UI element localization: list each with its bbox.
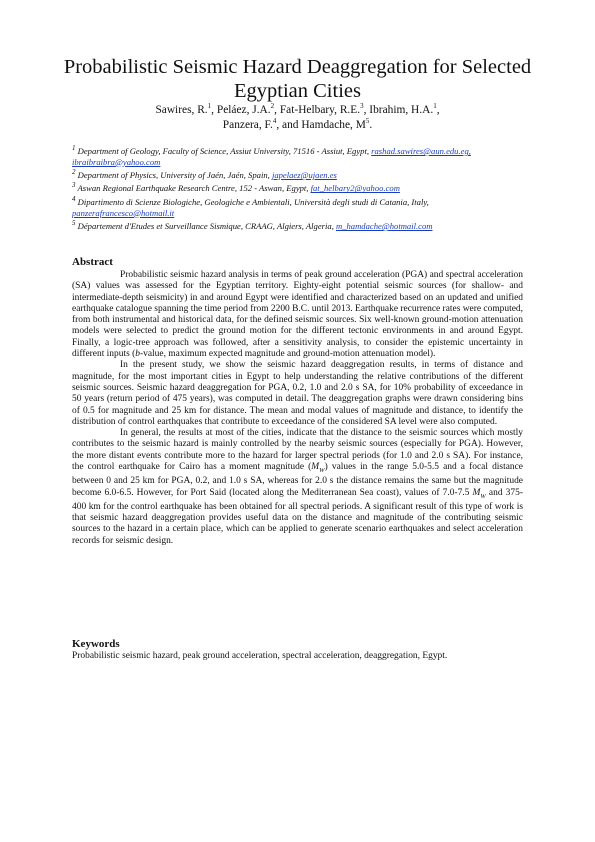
mw-subscript: W [480, 492, 486, 500]
abstract-heading: Abstract [72, 256, 113, 268]
affiliation-item [72, 197, 523, 218]
email-link[interactable]: panzerafrancesco@hotmail.it [72, 207, 175, 218]
affiliation-number: 3 [72, 181, 76, 190]
author-name: Hamdache, M [301, 118, 366, 131]
author-affil-number: 1 [433, 102, 437, 111]
author-separator: , [274, 104, 280, 116]
author-line-1 [60, 103, 535, 118]
abstract-body [72, 270, 523, 547]
author-name: Panzera, F. [222, 118, 273, 131]
mw-subscript: W [319, 466, 325, 474]
author-name: Sawires, R. [155, 104, 208, 116]
author-separator: , [211, 104, 217, 116]
author-affil-number: 2 [270, 102, 275, 111]
affiliation-item [72, 183, 523, 194]
abstract-paragraph: In the present study, we show the seismic hazard deaggregation results, in terms of distance and magnitude, for the most important cities in Egypt to help understanding the relative contributions of the different seismic sources. Seismic hazard deaggregation for PGA, 0.2, 1.0 and 2.0 s SA, for 10% probability of exceedance in 50 years (return period of 475 years), was computed in detail. The deaggregation graphs were drawn considering bins of 0.5 for magnitude and 25 km for distance. The mean and modal values of magnitude and distance, to identify the distribution of control earthquakes that contribute to exceedance of the considered SA level were also computed. [72, 360, 523, 427]
author-affil-number: 3 [360, 102, 364, 111]
affiliation-text: Department of Physics, University of Jaén, Jaén, Spain, [77, 170, 270, 181]
affiliation-item [72, 146, 523, 167]
author-line-2 [60, 118, 535, 133]
keywords-text: Probabilistic seismic hazard, peak ground acceleration, spectral acceleration, deaggregation, Egypt. [72, 651, 448, 661]
keywords-heading: Keywords [72, 638, 120, 650]
affiliation-text: Aswan Regional Earthquake Research Centre, 152 - Aswan, Egypt, [77, 183, 309, 194]
affiliation-number: 5 [72, 219, 76, 228]
abstract-text: ) values in the range 5.0-5.5 and a focal distance between 0 and 25 km for PGA, 0.2, and 1.0 s SA, whereas for 2.0 s the distance remains the same but the magnitude become 6.0-6.5. However, for Port Said (located along the Mediterranean Sea coast), values of 7.0-7.5 [72, 462, 523, 498]
abstract-paragraph [72, 270, 523, 360]
author-name: Peláez, J.A. [216, 104, 271, 116]
abstract-text: and 375-400 km for the control earthquake has been obtained for all spectral periods. A significant result of this type of work is that seismic hazard deaggregation provides useful data on the distance and magnitude of the contributing seismic sources to the hazard in a certain place, which can be applied to generate scenario earthquakes and select acceleration records for seismic design. [72, 487, 523, 546]
author-affil-number: 4 [272, 116, 277, 125]
email-link[interactable]: m_hamdache@hotmail.com [336, 220, 433, 231]
paper-title: Probabilistic Seismic Hazard Deaggregation for Selected Egyptian Cities [63, 56, 532, 102]
moment-magnitude-symbol [473, 488, 486, 498]
mw-letter: M [311, 462, 320, 473]
affiliation-text: Department of Geology, Faculty of Science, Assiut University, 71516 - Assiut, Egypt, [77, 146, 369, 156]
affiliation-item [72, 221, 523, 232]
affiliation-item [72, 170, 523, 181]
affiliation-number: 2 [72, 168, 76, 177]
author-separator: , [363, 104, 370, 116]
author-name: Fat-Helbary, R.E. [279, 104, 361, 116]
affiliation-number: 4 [72, 195, 76, 204]
author-separator: . [369, 118, 373, 131]
italic-b: b [135, 349, 140, 360]
affiliation-list [72, 146, 523, 234]
author-list [60, 103, 535, 132]
email-link[interactable]: rashad.sawires@aun.edu.eg, ibraibraibra@yahoo.com [72, 146, 471, 167]
affiliation-text: Dipartimento di Scienze Biologiche, Geologiche e Ambientali, Università degli studi di Catania, Italy, [77, 196, 429, 207]
abstract-text: -value, maximum expected magnitude and ground-motion attenuation model). [139, 349, 436, 360]
author-separator: , and [276, 118, 302, 131]
email-link[interactable]: fat_helbary2@yahoo.com [310, 183, 400, 194]
mw-letter: M [472, 487, 481, 498]
affiliation-text: Département d'Etudes et Surveillance Sismique, CRAAG, Algiers, Algeria, [77, 220, 334, 231]
author-separator: , [436, 104, 440, 116]
abstract-text: In general, the results at most of the cities, indicate that the distance to the seismic sources which mostly contributes to the seismic hazard is mainly controlled by the nearby seismic sources (especially for PGA). However, the more distant events contribute more to the hazard for larger spectral periods (for 1.0 and 2.0 s SA). For instance, the control earthquake for Cairo has a moment magnitude ( [72, 428, 523, 473]
abstract-text: Probabilistic seismic hazard analysis in terms of peak ground acceleration (PGA) and spectral acceleration (SA) values was assessed for the Egyptian territory. Eighty-eight potential seismic sources (for shallow- and intermediate-depth seismicity) in and around Egypt were identified and characterized based on an updated and unified earthquake catalogue spanning the time period from 2200 B.C. until 2013. Earthquake recurrence rates were computed, from both instrumental and historical data, for the defined seismic sources. Six well-known ground-motion attenuation models were selected to predict the ground motion for the different tectonic environments in and around Egypt. Finally, a logic-tree approach was followed, after a sensitivity analysis, to consider the epistemic uncertainty in different inputs ( [72, 270, 524, 360]
email-link[interactable]: japelaez@ujaen.es [271, 170, 337, 181]
moment-magnitude-symbol [311, 462, 324, 472]
author-name: Ibrahim, H.A. [369, 104, 434, 116]
abstract-paragraph [72, 428, 523, 547]
author-affil-number: 5 [365, 116, 370, 125]
affiliation-number: 1 [72, 144, 76, 153]
author-affil-number: 1 [207, 102, 212, 111]
